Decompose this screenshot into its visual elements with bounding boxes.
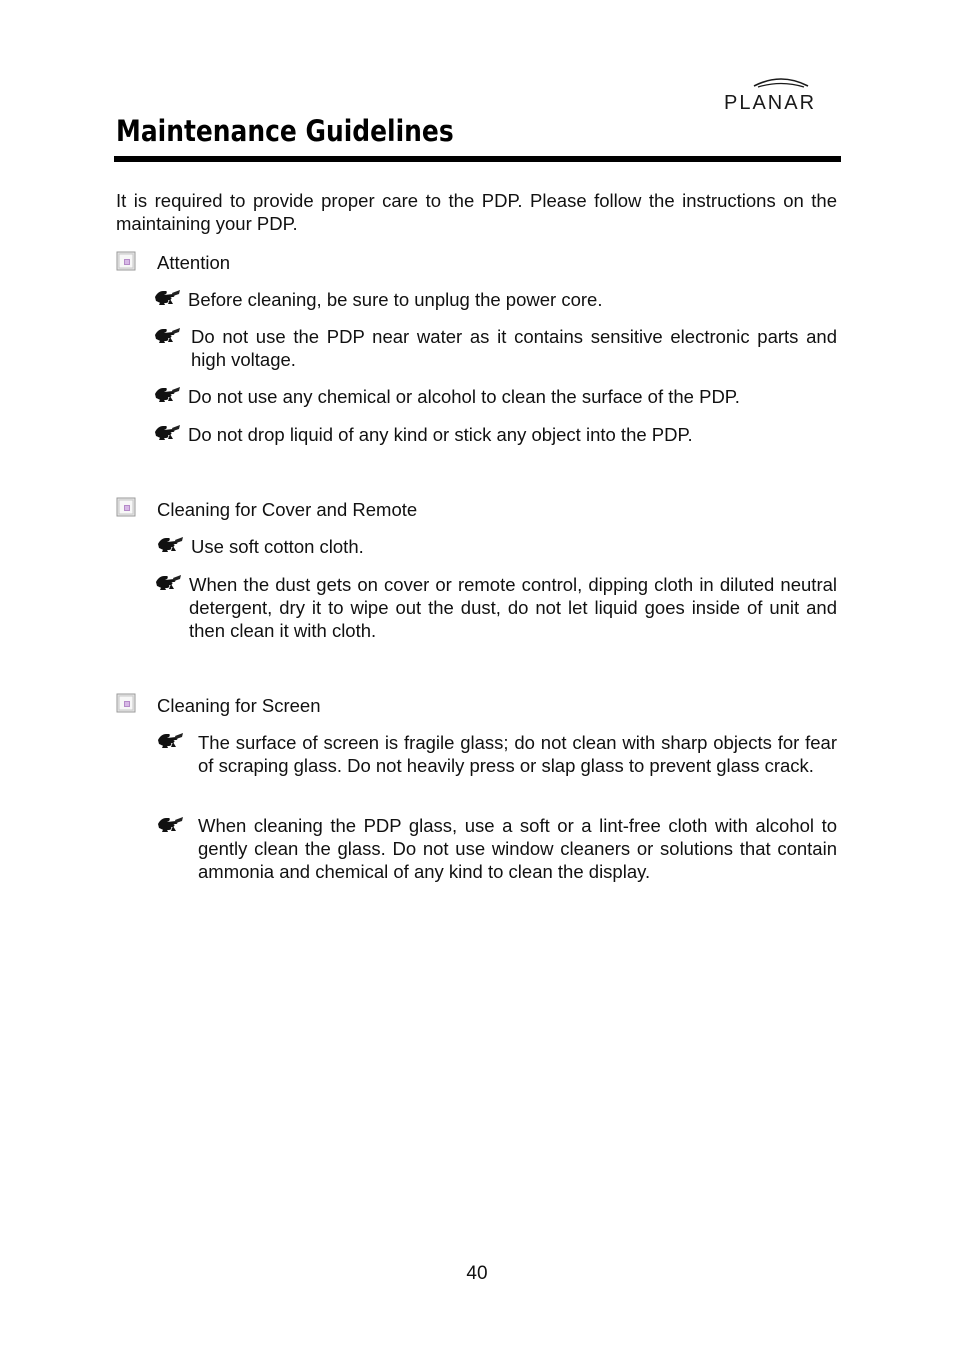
list-item: Use soft cotton cloth. — [191, 536, 364, 557]
list-item: Do not drop liquid of any kind or stick any object into the PDP. — [188, 424, 693, 445]
hand-pointer-icon — [154, 289, 181, 307]
logo-text: PLANAR — [724, 92, 817, 114]
list-item: When the dust gets on cover or remote control, dipping cloth in diluted neutral detergent, dry it to wipe out the dust, do not let liquid goes inside of unit and then clean it with cloth. — [189, 574, 837, 641]
hand-pointer-icon — [157, 732, 184, 750]
section-label-cover-remote: Cleaning for Cover and Remote — [157, 499, 418, 520]
hand-pointer-icon — [154, 327, 181, 345]
list-item: The surface of screen is fragile glass; do not clean with sharp objects for fear of scraping glass. Do not heavily press or slap glass to prevent glass crack. — [198, 732, 837, 776]
list-item: Do not use the PDP near water as it contains sensitive electronic parts and high voltage. — [191, 326, 837, 370]
planar-logo — [724, 76, 840, 116]
section-label-screen: Cleaning for Screen — [157, 695, 321, 716]
list-item: Before cleaning, be sure to unplug the power core. — [188, 289, 603, 310]
page-number: 40 — [466, 1263, 488, 1284]
document-icon — [116, 693, 136, 713]
section-label-attention: Attention — [157, 252, 231, 273]
document-icon — [116, 497, 136, 517]
document-icon — [116, 251, 136, 271]
hand-pointer-icon — [154, 386, 181, 404]
intro-paragraph: It is required to provide proper care to the PDP. Please follow the instructions on the maintaining your PDP. — [116, 190, 837, 234]
hand-pointer-icon — [155, 574, 182, 592]
title-rule — [114, 156, 841, 162]
list-item: When cleaning the PDP glass, use a soft or a lint-free cloth with alcohol to gently clean the glass. Do not use window cleaners or solutions that contain ammonia and chemical of any kind to clean the display. — [198, 815, 837, 882]
hand-pointer-icon — [157, 816, 184, 834]
hand-pointer-icon — [157, 536, 184, 554]
logo-swoosh-icon — [752, 76, 810, 88]
list-item: Do not use any chemical or alcohol to clean the surface of the PDP. — [188, 386, 740, 407]
page-title: Maintenance Guidelines — [116, 114, 454, 148]
hand-pointer-icon — [154, 424, 181, 442]
